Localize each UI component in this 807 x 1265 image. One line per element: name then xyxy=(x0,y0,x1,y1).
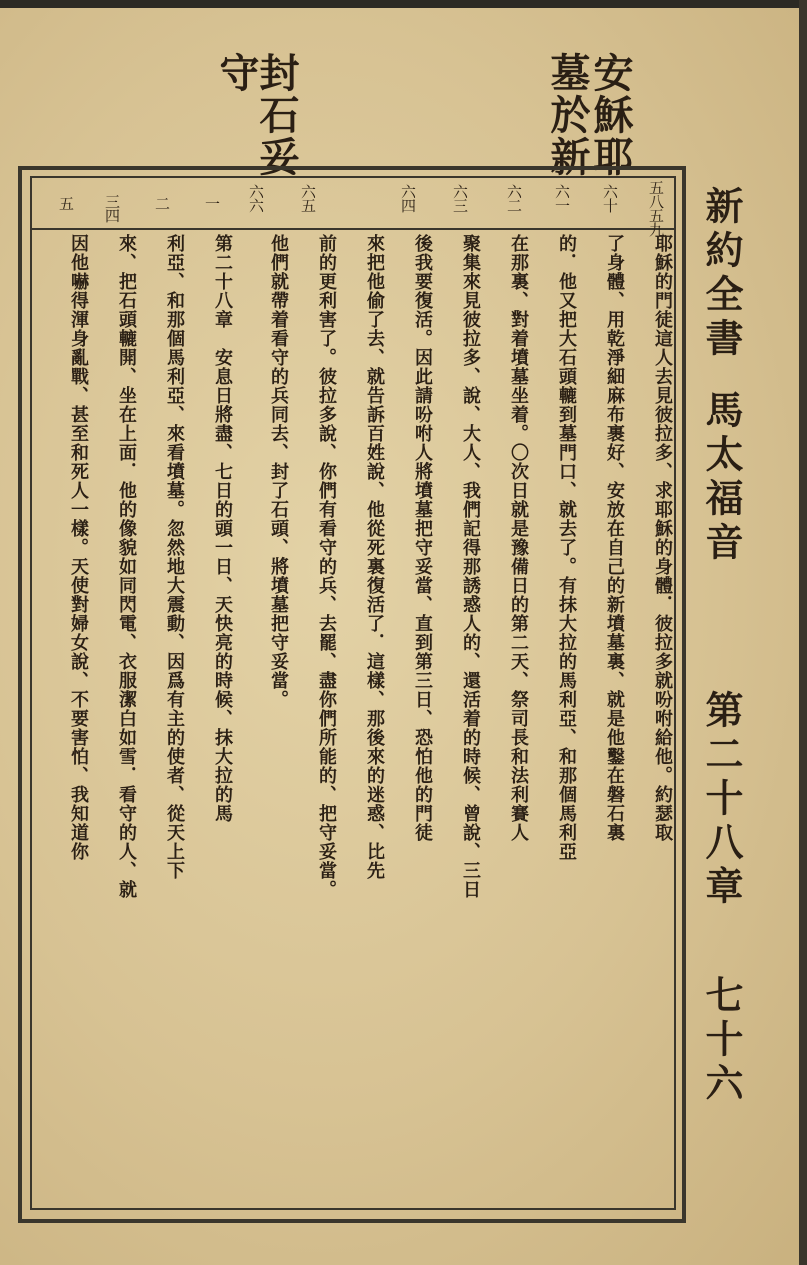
verse-number-rule xyxy=(32,228,674,230)
text-column: 因他嚇得渾身亂戰、甚至和死人一樣。天使對婦女說、不要害怕、我知道你 xyxy=(68,234,89,861)
margin-note-text: 安穌耶 xyxy=(587,52,634,178)
margin-note-text: 封石妥 xyxy=(253,52,300,178)
text-column: 他們就帶着看守的兵同去、封了石頭、將墳墓把守妥當。 xyxy=(268,234,289,709)
text-column: 來、把石頭轆開、坐在上面．他的像貌如同閃電、衣服潔白如雪．看守的人、就 xyxy=(116,234,137,899)
margin-note-2-col-a xyxy=(254,52,298,178)
text-column: 利亞、和那個馬利亞、來看墳墓。忽然地大震動、因爲有主的使者、從天上下 xyxy=(164,234,185,880)
verse-number: 五八五九 xyxy=(647,180,665,236)
text-column: 在那裏、對着墳墓坐着。〇次日就是豫備日的第二天、祭司長和法利賽人 xyxy=(508,234,529,842)
verse-number: 三四 xyxy=(103,194,121,222)
verse-number: 六一 xyxy=(553,184,571,212)
text-column: 的．他又把大石頭轆到墓門口、就去了。有抹大拉的馬利亞、和那個馬利亞 xyxy=(556,234,577,861)
running-head-chapter: 第二十八章 xyxy=(699,690,744,910)
text-column: 聚集來見彼拉多、說、大人、我們記得那誘惑人的、還活着的時候、曾說、三日 xyxy=(460,234,481,899)
text-column: 來把他偷了去、就告訴百姓說、他從死裏復活了．這樣、那後來的迷惑、比先 xyxy=(364,234,385,880)
verse-number: 六三 xyxy=(451,184,469,212)
text-column: 前的更利害了。彼拉多說、你們有看守的兵、去罷、盡你們所能的、把守妥當。 xyxy=(316,234,337,899)
scan-edge-top xyxy=(0,0,807,8)
verse-number: 一 xyxy=(203,196,221,210)
verse-number: 六二 xyxy=(505,184,523,212)
margin-note-1-col-a xyxy=(588,52,632,178)
scan-edge-right xyxy=(799,0,807,1265)
verse-number: 六五 xyxy=(299,184,317,212)
text-column: 後我要復活。因此請吩咐人將墳墓把守妥當、直到第三日、恐怕他的門徒 xyxy=(412,234,433,842)
verse-number: 六六 xyxy=(247,184,265,212)
verse-number: 五 xyxy=(57,196,75,210)
page-number: 七十六 xyxy=(699,975,744,1107)
verse-number: 六四 xyxy=(399,184,417,212)
running-head-gospel: 馬太福音 xyxy=(699,390,744,566)
text-column: 了身體、用乾淨細麻布裹好、安放在自己的新墳墓裏、就是他鑿在磐石裏 xyxy=(604,234,625,842)
verse-number: 二 xyxy=(153,196,171,210)
margin-note-2-col-b xyxy=(214,52,258,94)
margin-note-text: 墓於新 xyxy=(544,52,591,178)
margin-note-text: 守 xyxy=(213,52,260,94)
chapter-heading-column: 第二十八章 安息日將盡、七日的頭一日、天快亮的時候、抹大拉的馬 xyxy=(212,234,233,823)
running-head-book: 新約全書 xyxy=(699,186,744,362)
text-column: 耶穌的門徒這人去見彼拉多、求耶穌的身體．彼拉多就吩咐給他。約瑟取 xyxy=(652,234,673,842)
verse-number: 六十 xyxy=(601,184,619,212)
margin-note-1-col-b xyxy=(545,52,589,178)
